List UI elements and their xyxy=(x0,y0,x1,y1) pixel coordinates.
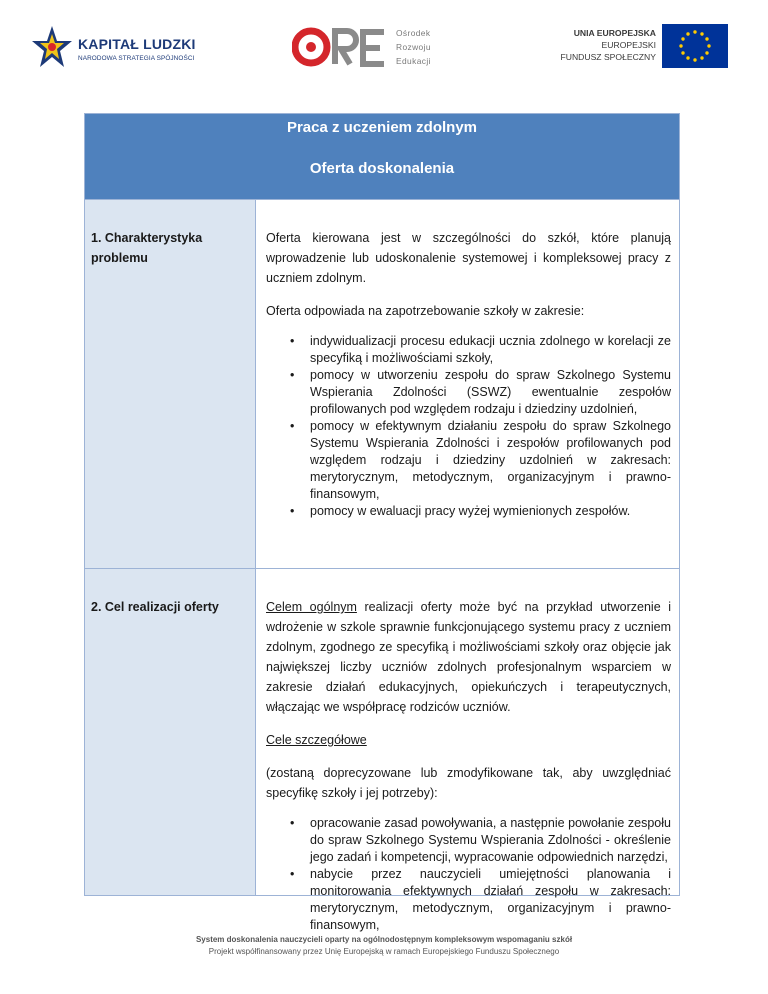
general-goal-text: realizacji oferty może być na przykład utworzenie i wdrożenie w szkole sprawnie funkcjonującego systemu pracy z uczniem zdolnym, zgodnego ze specyfiką i możliwościami szkoły oraz objęcie jak największej liczby uczniów zdolnych profesjonalnym wsparciem w zakresie działań edukacyjnych, opiekuńczych i terapeutycznych, włączając we współpracę rodziców uczniów. xyxy=(266,600,671,714)
table-row-problem xyxy=(85,199,679,568)
section-2-bullet-list xyxy=(266,815,671,934)
eu-logo xyxy=(548,24,728,72)
general-goal-term: Celem ogólnym xyxy=(266,600,357,614)
table-subtitle: Oferta doskonalenia xyxy=(309,160,455,177)
list-item: • pomocy w ewaluacji pracy wyżej wymienionych zespołów. xyxy=(278,503,671,520)
table-title: Praca z uczeniem zdolnym xyxy=(286,119,478,136)
section-2-label: 2. Cel realizacji oferty xyxy=(85,569,256,895)
list-item: • nabycie przez nauczycieli umiejętności planowania i monitorowania efektywnych działań zespołu w zakresach: merytorycznym, metodycznym, organizacyjnym i prawno-finansowym, xyxy=(278,866,671,934)
section-1-label: 1. Charakterystyka problemu xyxy=(85,200,256,568)
specific-goals-heading: Cele szczegółowe xyxy=(266,733,367,747)
eu-line-2: EUROPEJSKI xyxy=(601,40,656,50)
list-item: • indywidualizacji procesu edukacji ucznia zdolnego w korelacji ze specyfiką i możliwościami szkoły, xyxy=(278,333,671,367)
ore-name xyxy=(396,26,431,68)
section-1-paragraph-2: Oferta odpowiada na zapotrzebowanie szkoły w zakresie: xyxy=(266,304,585,318)
list-item: • opracowanie zasad powoływania, a następnie powołanie zespołu do spraw Szkolnego Systemu Wspierania Zdolności - określenie jego zadań i kompetencji, wypracowanie odpowiednich narzędzi, xyxy=(278,815,671,866)
eu-flag-icon xyxy=(662,24,728,68)
list-item: • pomocy w efektywnym działaniu zespołu do spraw Szkolnego Systemu Wspierania Zdolności i zespołów profilowanych pod względem rodzaju i dziedziny uzdolnień w zakresach: merytorycznym, metodycznym, organizacyjnym i prawno-finansowym, xyxy=(278,418,671,503)
ore-line-2: Rozwoju xyxy=(396,42,431,52)
logo-bar xyxy=(0,18,768,78)
ore-wordmark-icon xyxy=(292,24,392,70)
table-row-goal xyxy=(85,568,679,932)
ore-line-1: Ośrodek xyxy=(396,28,431,38)
section-1-paragraph-1: Oferta kierowana jest w szczególności do szkół, które planują wprowadzenie lub udoskonalenie systemowej i kompleksowej pracy z uczniem zdolnym. xyxy=(266,231,671,285)
section-2-content xyxy=(256,569,679,932)
ore-logo xyxy=(292,24,462,80)
specific-goals-note: (zostaną doprecyzowane lub zmodyfikowane tak, aby uwzględniać specyfikę szkoły i jej potrzeby): xyxy=(266,766,671,800)
list-item: • pomocy w utworzeniu zespołu do spraw Szkolnego Systemu Wspierania Zdolności (SSWZ) ewentualnie zespołów profilowanych pod względem rodzaju i dziedziny uzdolnień, xyxy=(278,367,671,418)
eu-line-3: FUNDUSZ SPOŁECZNY xyxy=(560,52,656,62)
eu-text xyxy=(548,27,656,63)
page-footer xyxy=(0,935,768,956)
kapital-ludzki-star-icon xyxy=(30,24,74,70)
kapital-ludzki-logo xyxy=(30,24,200,74)
kapital-ludzki-title: KAPITAŁ LUDZKI xyxy=(78,36,196,52)
offer-table xyxy=(84,113,680,932)
footer-line-2: Projekt współfinansowany przez Unię Europejską w ramach Europejskiego Funduszu Społecznego xyxy=(208,947,560,956)
kapital-ludzki-subtitle: NARODOWA STRATEGIA SPÓJNOŚCI xyxy=(78,55,195,62)
ore-line-3: Edukacji xyxy=(396,56,431,66)
footer-line-1: System doskonalenia nauczycieli oparty na ogólnodostępnym kompleksowym wspomaganiu szkół xyxy=(195,935,573,944)
section-2-goal-paragraph xyxy=(266,597,671,717)
section-1-bullet-list xyxy=(266,333,671,520)
section-1-content xyxy=(256,200,679,568)
eu-line-1: UNIA EUROPEJSKA xyxy=(573,28,656,38)
table-header xyxy=(85,114,679,199)
